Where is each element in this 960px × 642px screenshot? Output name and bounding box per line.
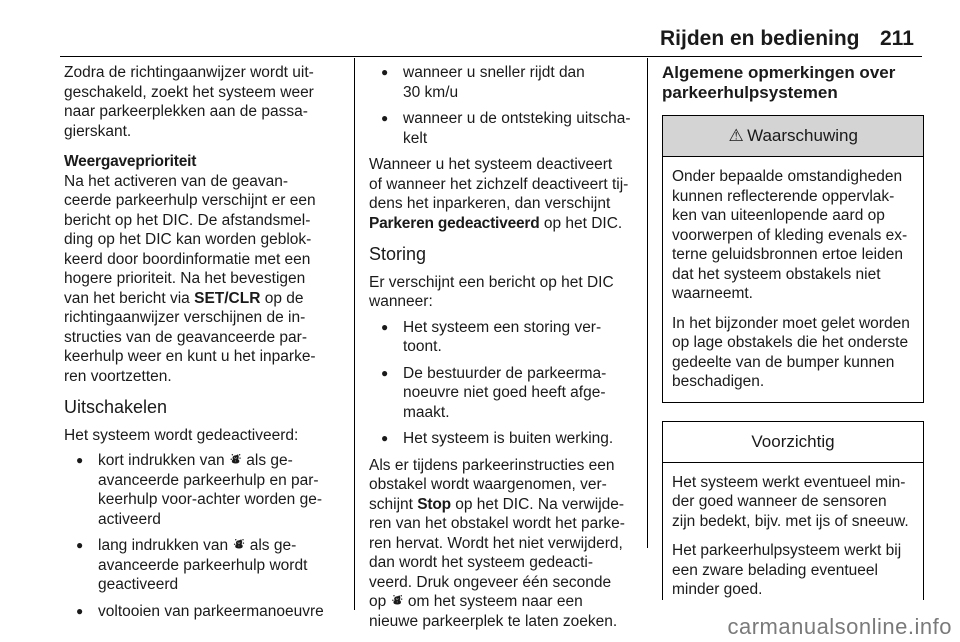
stop-message: Stop	[417, 495, 451, 513]
set-clr-key: SET/CLR	[194, 289, 261, 307]
intro-paragraph: Zodra de richtingaanwijzer wordt uit- geschakeld, zoekt het systeem weer naar parkeerplekken aan de passa- gierskant.	[64, 64, 314, 140]
column-divider	[647, 58, 648, 548]
column-3	[662, 63, 924, 610]
caution-paragraph: Het parkeerhulpsysteem werkt bij een zware belading eventueel minder goed.	[672, 542, 902, 598]
page-header	[0, 0, 960, 56]
list-item: ● Het systeem is buiten werking.	[369, 429, 639, 449]
parking-deactivated-message: Parkeren gedeactiveerd	[369, 214, 540, 232]
fault-list	[369, 318, 639, 449]
warning-box	[662, 115, 924, 403]
parking-assist-button-icon: ⛇	[391, 595, 403, 608]
watermark: carmanualsonline.info	[727, 614, 952, 639]
warning-paragraph: In het bijzonder moet gelet worden op lage obstakels die het onderste gedeelte van de bumper kunnen beschadigen.	[672, 314, 910, 390]
list-item: ● wanneer u sneller rijdt dan 30 km/u	[369, 63, 639, 102]
warning-body	[663, 157, 923, 392]
list-item: ● wanneer u de ontsteking uitscha- kelt	[369, 109, 639, 148]
obstacle-paragraph: Als er tijdens parkeerinstructies een obstakel wordt waargenomen, ver- schijnt Stop op het DIC. Na verwijde- ren van het obstakel wordt het parke- ren hervat. Wordt het niet verwijderd, dan wordt het systeem gedeacti- veerd. Druk ongeveer één seconde op ⛇ om het systeem naar een nieuwe parkeerplek te laten zoeken.	[369, 456, 625, 630]
fault-heading: Storing	[369, 244, 427, 264]
caution-body	[663, 463, 923, 600]
deactivation-list	[369, 63, 639, 148]
parking-assist-button-icon: ⛇	[229, 454, 241, 467]
header-rule	[60, 56, 922, 57]
list-item: ● voltooien van parkeermanoeuvre	[64, 602, 342, 622]
column-2	[369, 63, 639, 642]
warning-triangle-icon: ⚠	[728, 126, 744, 145]
caution-paragraph: Het systeem werkt eventueel min- der goed wanneer de sensoren zijn bedekt, bijv. met ijs of sneeuw.	[672, 473, 909, 530]
switch-off-intro: Het systeem wordt gedeactiveerd:	[64, 426, 299, 444]
column-divider	[354, 58, 355, 610]
caution-header: Voorzichtig	[663, 422, 923, 463]
caution-box	[662, 421, 924, 600]
display-priority-heading: Weergaveprioriteit	[64, 153, 197, 170]
parking-assist-button-icon: ⛇	[233, 539, 245, 552]
list-item: ● De bestuurder de parkeerma- noeuvre niet goed heeft afge- maakt.	[369, 364, 639, 423]
switch-off-heading: Uitschakelen	[64, 397, 168, 417]
page-title: Rijden en bediening	[660, 27, 860, 50]
fault-intro: Er verschijnt een bericht op het DIC wanneer:	[369, 273, 614, 310]
warning-paragraph: Onder bepaalde omstandigheden kunnen reflecterende oppervlak- ken van uiteenlopende aard op voorwerpen of kleding evenals ex- terne geluidsbronnen ertoe leiden dat het systeem obstakels niet waarneemt.	[672, 168, 908, 302]
deactivated-paragraph: Wanneer u het systeem deactiveert of wanneer het zichzelf deactiveert tij- dens het inparkeren, dan verschijnt Parkeren gedeactiveerd op het DIC.	[369, 156, 629, 232]
list-item: ● kort indrukken van ⛇ als ge- avanceerde parkeerhulp en par- keerhulp voor-achter worden ge- activeerd	[64, 451, 342, 529]
list-item: ● Het systeem een storing ver- toont.	[369, 318, 639, 357]
list-item: ● lang indrukken van ⛇ als ge- avanceerde parkeerhulp wordt geactiveerd	[64, 536, 342, 595]
display-priority-paragraph: Na het activeren van de geavan- ceerde parkeerhulp verschijnt er een bericht op het DIC. De afstandsmel- ding op het DIC kan worden geblok- keerd door boordinformatie met een hogere prioriteit. Na het bevestigen van het bericht via SET/CLR op de richtingaanwijzer verschijnen de in- structies van de geavanceerde par- keerhulp weer en kunt u het inparke- ren voortzetten.	[64, 172, 316, 385]
page-number: 211	[880, 27, 914, 50]
switch-off-list	[64, 451, 342, 621]
warning-header	[663, 116, 923, 157]
column-1	[64, 63, 342, 628]
general-notes-heading: Algemene opmerkingen over parkeerhulpsystemen	[662, 63, 896, 102]
warning-title: Waarschuwing	[747, 126, 858, 145]
